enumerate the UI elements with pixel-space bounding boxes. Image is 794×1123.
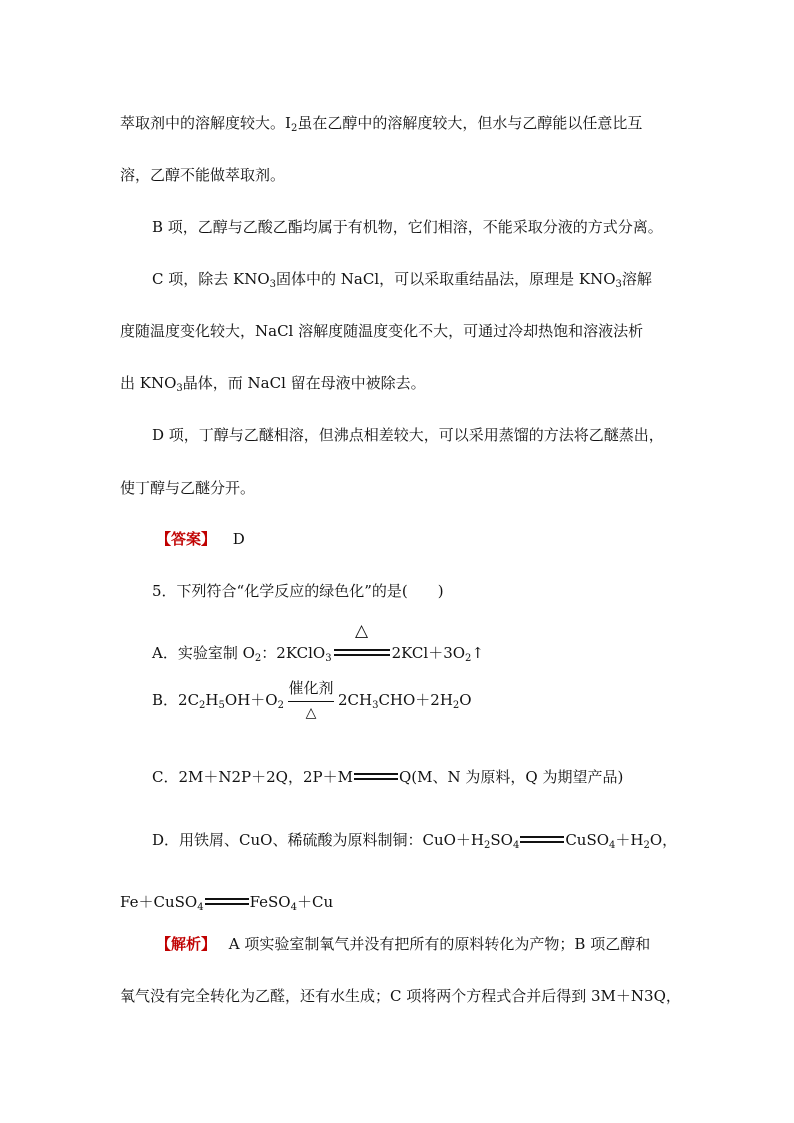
analysis-tag: 【解析】 — [156, 935, 217, 953]
heat-symbol: △ — [305, 704, 317, 721]
equals-sign — [520, 838, 564, 844]
para1-line2: 溶，乙醇不能做萃取剂。 — [120, 166, 286, 184]
para4-line1: D 项，丁醇与乙醚相溶，但沸点相差较大，可以采用蒸馏的方法将乙醚蒸出， — [152, 426, 664, 444]
para3-line2: 度随温度变化较大，NaCl 溶解度随温度变化不大，可通过冷却热饱和溶液法析 — [120, 322, 644, 340]
analysis-line1: 【解析】 A 项实验室制氧气并没有把所有的原料转化为产物；B 项乙醇和 — [156, 935, 651, 953]
reaction-arrow — [288, 678, 334, 721]
option-a: A．实验室制 $O_2$：2KClO$_3$ △ $2KCl+3O_2↑$ — [152, 621, 484, 664]
para3-line1: C 项，除去 $KNO_3$固体中的 NaCl，可以采取重结晶法，原理是 $KNO_3$溶解 — [152, 270, 652, 290]
catalyst-label: 催化剂 — [288, 678, 334, 697]
heat-symbol: △ — [355, 621, 369, 641]
option-d-line2: Fe＋CuSO$_4$ FeSO$_4$＋Cu — [120, 893, 334, 913]
equals-sign — [205, 900, 249, 906]
para4-line2: 使丁醇与乙醚分开。 — [120, 479, 256, 497]
analysis-line2: 氧气没有完全转化为乙醛，还有水生成；C 项将两个方程式合并后得到 3M＋N3Q， — [120, 987, 681, 1005]
para3-line3: 出 $KNO_3$晶体，而 NaCl 留在母液中被除去。 — [120, 374, 426, 394]
equals-sign — [334, 621, 390, 657]
para1-line1: 萃取剂中的溶解度较大。$I_2$虽在乙醇中的溶解度较大，但水与乙醇能以任意比互 — [120, 114, 643, 134]
para2-line1: B 项，乙醇与乙酸乙酯均属于有机物，它们相溶，不能采取分液的方式分离。 — [152, 218, 663, 236]
answer-line — [156, 529, 245, 549]
question-stem: 5．下列符合“化学反应的绿色化”的是( ) — [152, 582, 444, 600]
option-d: D．用铁屑、CuO、稀硫酸为原料制铜：$CuO+H_2SO_4$ $CuSO_4+H_2O$， — [152, 831, 678, 851]
answer-value: D — [232, 530, 245, 548]
option-c: C．2M＋N2P＋2Q，2P＋M Q(M、N 为原料，Q 为期望产品) — [152, 768, 624, 786]
option-b: B．$2C_2H_5OH+O_2$ 催化剂 △ $2CH_3CHO+2H_2O$ — [152, 678, 472, 721]
equals-sign — [354, 775, 398, 781]
answer-tag: 【答案】 — [156, 530, 217, 548]
